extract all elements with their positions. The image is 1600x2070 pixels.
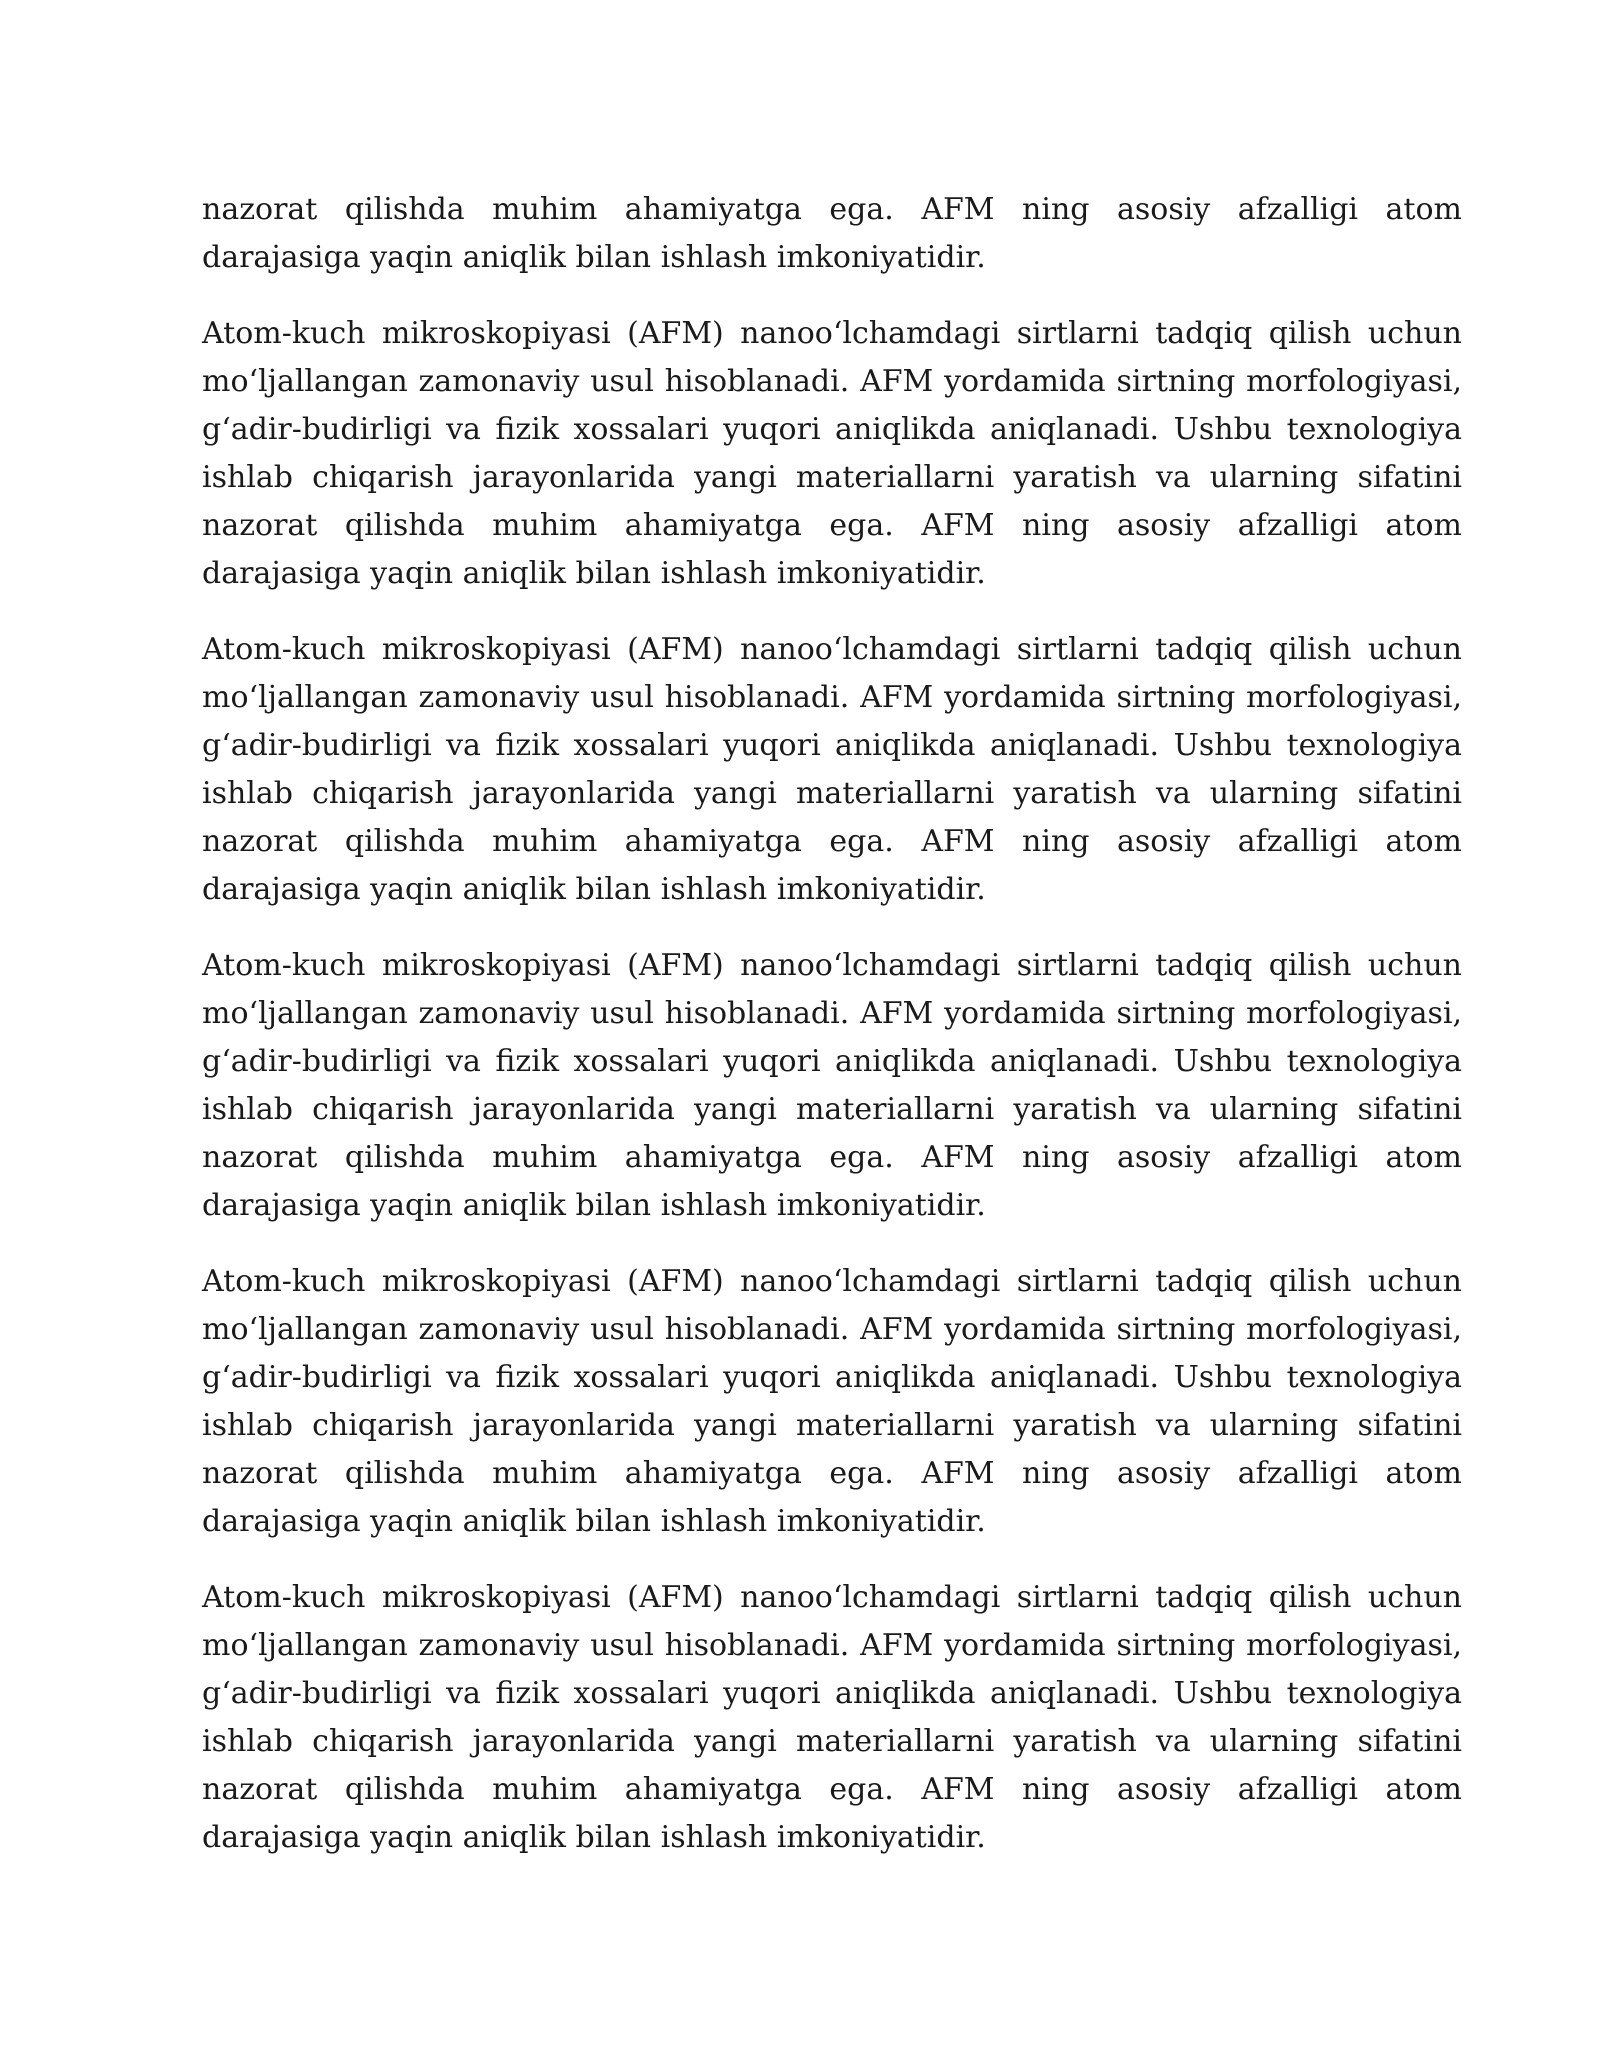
paragraph: Atom-kuch mikroskopiyasi (AFM) nanoo‘lchamdagi sirtlarni tadqiq qilish uchun mo‘ljallangan zamonaviy usul hisoblanadi. AFM yordamida sirtning morfologiyasi, g‘adir-budirligi va fizik xossalari yuqori aniqlikda aniqlanadi. Ushbu texnologiya ishlab chiqarish jarayonlarida yangi materiallarni yaratish va ularning sifatini nazorat qilishda muhim ahamiyatga ega. AFM ning asosiy afzalligi atom darajasiga yaqin aniqlik bilan ishlash imkoniyatidir. (202, 948, 1462, 1223)
paragraph-continuation: nazorat qilishda muhim ahamiyatga ega. AFM ning asosiy afzalligi atom darajasiga yaqin aniqlik bilan ishlash imkoniyatidir. (202, 192, 1462, 275)
paragraph: Atom-kuch mikroskopiyasi (AFM) nanoo‘lchamdagi sirtlarni tadqiq qilish uchun mo‘ljallangan zamonaviy usul hisoblanadi. AFM yordamida sirtning morfologiyasi, g‘adir-budirligi va fizik xossalari yuqori aniqlikda aniqlanadi. Ushbu texnologiya ishlab chiqarish jarayonlarida yangi materiallarni yaratish va ularning sifatini nazorat qilishda muhim ahamiyatga ega. AFM ning asosiy afzalligi atom darajasiga yaqin aniqlik bilan ishlash imkoniyatidir. (202, 1580, 1462, 1855)
paragraph: Atom-kuch mikroskopiyasi (AFM) nanoo‘lchamdagi sirtlarni tadqiq qilish uchun mo‘ljallangan zamonaviy usul hisoblanadi. AFM yordamida sirtning morfologiyasi, g‘adir-budirligi va fizik xossalari yuqori aniqlikda aniqlanadi. Ushbu texnologiya ishlab chiqarish jarayonlarida yangi materiallarni yaratish va ularning sifatini nazorat qilishda muhim ahamiyatga ega. AFM ning asosiy afzalligi atom darajasiga yaqin aniqlik bilan ishlash imkoniyatidir. (202, 316, 1462, 591)
paragraph: Atom-kuch mikroskopiyasi (AFM) nanoo‘lchamdagi sirtlarni tadqiq qilish uchun mo‘ljallangan zamonaviy usul hisoblanadi. AFM yordamida sirtning morfologiyasi, g‘adir-budirligi va fizik xossalari yuqori aniqlikda aniqlanadi. Ushbu texnologiya ishlab chiqarish jarayonlarida yangi materiallarni yaratish va ularning sifatini nazorat qilishda muhim ahamiyatga ega. AFM ning asosiy afzalligi atom darajasiga yaqin aniqlik bilan ishlash imkoniyatidir. (202, 632, 1462, 907)
document-page (202, 186, 1462, 1890)
paragraph: Atom-kuch mikroskopiyasi (AFM) nanoo‘lchamdagi sirtlarni tadqiq qilish uchun mo‘ljallangan zamonaviy usul hisoblanadi. AFM yordamida sirtning morfologiyasi, g‘adir-budirligi va fizik xossalari yuqori aniqlikda aniqlanadi. Ushbu texnologiya ishlab chiqarish jarayonlarida yangi materiallarni yaratish va ularning sifatini nazorat qilishda muhim ahamiyatga ega. AFM ning asosiy afzalligi atom darajasiga yaqin aniqlik bilan ishlash imkoniyatidir. (202, 1264, 1462, 1539)
